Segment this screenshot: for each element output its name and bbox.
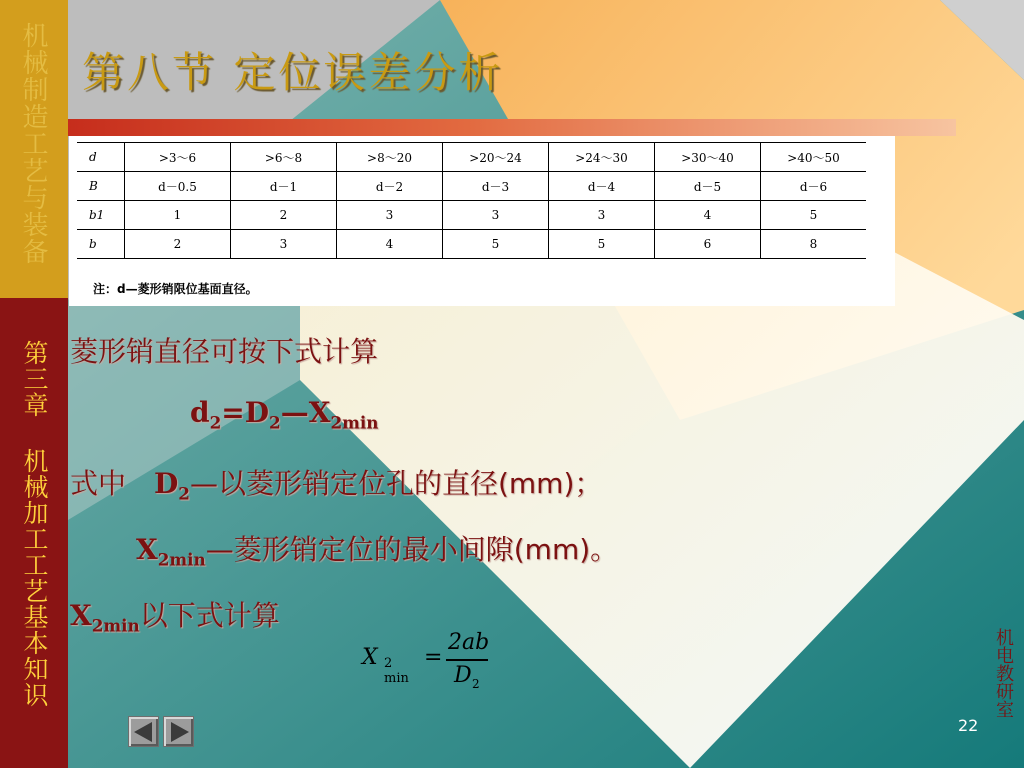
table-header-row	[77, 143, 866, 172]
table-header-cell: d	[89, 150, 97, 164]
eq-subscript: 2	[209, 412, 222, 433]
body-line-3	[70, 462, 602, 504]
previous-slide-button[interactable]	[128, 716, 159, 747]
line5-subscript: 2min	[91, 615, 140, 636]
page-title: 第八节 定位误差分析	[82, 48, 504, 97]
body-line-1: 菱形销直径可按下式计算	[70, 335, 379, 368]
line3-prefix: 式中	[70, 467, 155, 500]
next-slide-button[interactable]	[163, 716, 194, 747]
table-cell: 2	[125, 230, 231, 259]
table-row	[77, 230, 866, 259]
table-cell: 5	[549, 230, 655, 259]
eq-symbol: d	[190, 396, 210, 429]
table-cell: 2	[231, 201, 337, 230]
spec-table	[77, 142, 866, 259]
table-cell: 8	[761, 230, 867, 259]
table-header-cell: >20～24	[443, 143, 549, 172]
table-cell: 3	[443, 201, 549, 230]
lab-name: 机电教研室	[993, 628, 1014, 718]
table-cell: 3	[231, 230, 337, 259]
spec-table-card	[69, 136, 895, 306]
table-cell: d－0.5	[125, 172, 231, 201]
formula-denominator: D	[454, 663, 472, 688]
line3-symbol: D	[154, 467, 179, 500]
table-cell: d－6	[761, 172, 867, 201]
triangle-right-icon	[171, 722, 189, 742]
body-equation-line	[190, 396, 378, 433]
table-cell: 4	[655, 201, 761, 230]
triangle-left-icon	[134, 722, 152, 742]
formula-fraction-bar	[446, 659, 488, 661]
line5-text: 以下式计算	[139, 599, 280, 632]
table-cell: B	[89, 179, 98, 193]
table-header-cell: >3～6	[125, 143, 231, 172]
line3-subscript: 2	[178, 483, 190, 504]
formula-equals: =	[424, 645, 443, 670]
eq-symbol: =D	[221, 396, 270, 429]
table-cell: 5	[761, 201, 867, 230]
line4-symbol: X	[136, 533, 158, 566]
table-row	[77, 172, 866, 201]
title-divider	[68, 119, 956, 136]
table-row	[77, 201, 866, 230]
table-header-cell: >8～20	[337, 143, 443, 172]
formula-lhs: X	[362, 645, 378, 670]
body-line-4	[136, 528, 618, 570]
table-cell: b	[89, 237, 97, 251]
formula-lhs-subscript: 2 min	[384, 656, 409, 686]
table-cell: d－1	[231, 172, 337, 201]
table-cell: b1	[89, 208, 105, 222]
table-cell: d－2	[337, 172, 443, 201]
eq-subscript: 2	[269, 412, 281, 433]
page-number: 22	[958, 716, 979, 735]
table-cell: d－4	[549, 172, 655, 201]
table-cell: d－3	[443, 172, 549, 201]
line5-symbol: X	[70, 599, 92, 632]
table-header-cell: >6～8	[231, 143, 337, 172]
sidebar-subject-label: 机械制造工艺与装备	[18, 22, 48, 265]
formula-numerator: 2ab	[448, 630, 490, 655]
table-cell: 6	[655, 230, 761, 259]
sidebar-chapter-label: 第三章 机械加工工艺基本知识	[20, 340, 49, 708]
table-cell: 5	[443, 230, 549, 259]
table-cell: 3	[337, 201, 443, 230]
eq-symbol: —X	[280, 396, 331, 429]
table-cell: 3	[549, 201, 655, 230]
table-cell: 4	[337, 230, 443, 259]
line3-text: —以菱形销定位孔的直径(mm)；	[189, 467, 603, 500]
line4-text: —菱形销定位的最小间隙(mm)。	[205, 533, 619, 566]
table-cell: 1	[125, 201, 231, 230]
body-line-5	[70, 594, 280, 636]
table-header-cell: >24～30	[549, 143, 655, 172]
table-header-cell: >30～40	[655, 143, 761, 172]
formula-denominator-subscript: 2	[472, 677, 480, 691]
table-header-cell: >40～50	[761, 143, 867, 172]
table-note: 注：d—菱形销限位基面直径。	[93, 282, 258, 296]
table-cell: d－5	[655, 172, 761, 201]
line4-subscript: 2min	[157, 549, 206, 570]
eq-subscript: 2min	[330, 412, 379, 433]
